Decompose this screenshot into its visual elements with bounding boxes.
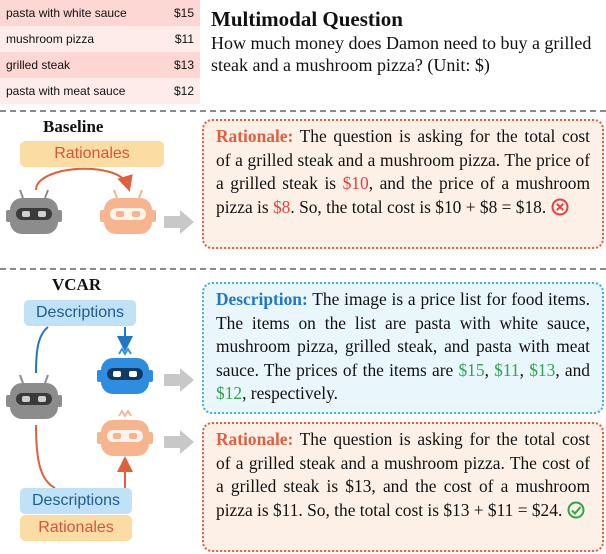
wrong-icon bbox=[551, 198, 569, 216]
question-title: Multimodal Question bbox=[211, 7, 403, 31]
description-text: , and bbox=[555, 359, 591, 380]
price-value: $15 bbox=[173, 6, 194, 20]
rationale-text: . So, the total cost is $10 + $8 = $18. bbox=[290, 196, 547, 217]
description-text: The image is a price list for food items. The items on the list are pasta with white sauce, mushroom pizza, grilled steak, and pasta with meat sauce. The prices of the items are bbox=[216, 289, 590, 380]
vcar-label: VCAR bbox=[52, 275, 102, 294]
description-text: , bbox=[519, 359, 530, 380]
robot-icon bbox=[6, 375, 62, 425]
description-label: Description: bbox=[216, 289, 308, 309]
price-item: pasta with meat sauce bbox=[6, 84, 126, 98]
baseline-label: Baseline bbox=[43, 117, 104, 136]
descriptions-pill: Descriptions bbox=[24, 300, 136, 326]
rationale-text: The question is asking for the total cost of a grilled steak and a mushroom pizza. The cost of a grilled steak is $13, and the cost of a mushroom pizza is $11. So, the total cost is $13 + $11 = $24. bbox=[216, 429, 590, 520]
arrow-icon bbox=[164, 210, 194, 234]
rationale-text: The question is asking for the total cost of a grilled steak and a mushroom pizza. The price of a grilled steak is bbox=[216, 126, 590, 193]
section-divider bbox=[0, 268, 606, 270]
vcar-rationale-box bbox=[202, 422, 604, 552]
price-item: mushroom pizza bbox=[6, 32, 95, 46]
price-value: $13 bbox=[529, 359, 556, 380]
robot-icon bbox=[97, 348, 153, 400]
correct-icon bbox=[567, 501, 585, 519]
arrow-icon bbox=[164, 368, 194, 392]
descriptions-pill: Descriptions bbox=[20, 488, 132, 514]
price-value: $11 bbox=[494, 359, 520, 380]
vcar-description-box bbox=[202, 282, 604, 414]
robot-icon bbox=[97, 410, 153, 462]
baseline-rationale-box bbox=[202, 119, 604, 249]
rationale-label: Rationale: bbox=[216, 126, 294, 146]
rationales-pill: Rationales bbox=[20, 141, 164, 167]
baseline-arrow bbox=[36, 169, 128, 190]
robot-icon bbox=[6, 190, 62, 240]
rationales-pill: Rationales bbox=[20, 515, 132, 541]
rationale-label: Rationale: bbox=[216, 429, 294, 449]
price-value: $13 bbox=[173, 58, 194, 72]
price-value: $15 bbox=[458, 359, 485, 380]
price-value: $12 bbox=[173, 84, 194, 98]
vcar-arrow-down bbox=[36, 425, 55, 488]
wrong-value: $8 bbox=[272, 196, 291, 217]
price-value: $11 bbox=[174, 32, 194, 46]
price-item: grilled steak bbox=[6, 58, 71, 72]
price-item: pasta with white sauce bbox=[6, 6, 127, 20]
description-text: , bbox=[484, 359, 495, 380]
rationale-text: , and the price of a mushroom pizza is bbox=[216, 173, 590, 217]
wrong-value: $10 bbox=[342, 173, 369, 193]
arrow-icon bbox=[164, 430, 194, 454]
price-value: $12 bbox=[216, 383, 243, 403]
description-text: , respectively. bbox=[242, 383, 339, 403]
vcar-arrow-up bbox=[36, 327, 48, 373]
question-text: How much money does Damon need to buy a grilled steak and a mushroom pizza? (Unit: $) bbox=[211, 33, 592, 75]
robot-icon bbox=[100, 190, 156, 240]
